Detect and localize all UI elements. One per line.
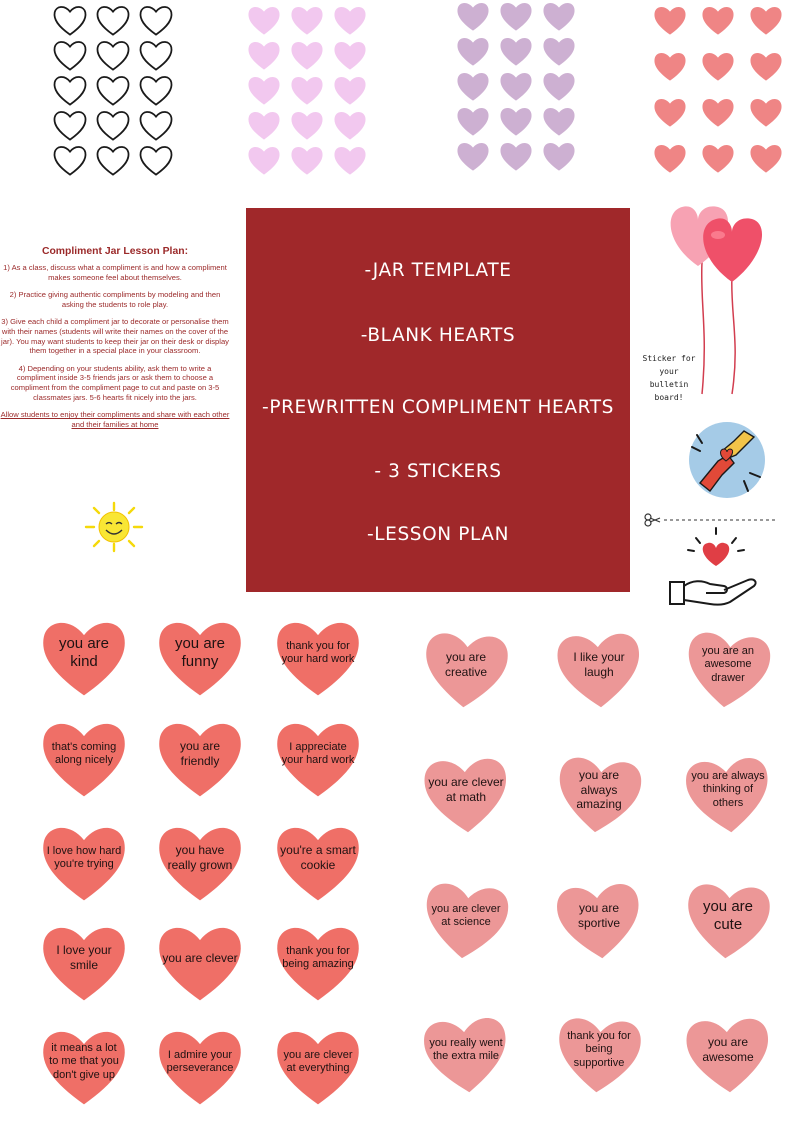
compliment-heart <box>38 920 130 1004</box>
compliment-heart <box>154 820 246 904</box>
lesson-plan-title: Compliment Jar Lesson Plan: <box>41 246 189 257</box>
compliment-text: you are funny <box>174 634 226 670</box>
blank-heart <box>331 74 369 106</box>
blank-heart <box>94 4 132 36</box>
compliment-heart <box>38 820 130 904</box>
compliment-text: I admire your perseverance <box>166 1048 234 1074</box>
blank-heart <box>699 142 737 174</box>
compliment-heart <box>154 615 246 699</box>
compliment-heart <box>154 920 246 1004</box>
compliment-text: you are kind <box>58 634 110 670</box>
blank-heart <box>454 0 492 32</box>
contents-item: -BLANK HEARTS <box>360 325 516 346</box>
contents-item: - 3 STICKERS <box>374 461 502 482</box>
compliment-text: thank you for your hard work <box>281 639 355 665</box>
blank-heart <box>331 4 369 36</box>
compliment-text: I love how hard you're trying <box>46 844 122 870</box>
compliment-heart <box>154 1024 246 1108</box>
blank-heart <box>540 140 578 172</box>
blank-heart <box>51 74 89 106</box>
contents-panel <box>246 208 630 592</box>
compliment-text: thank you for being amazing <box>282 944 354 970</box>
blank-heart <box>699 50 737 82</box>
blank-heart <box>288 74 326 106</box>
blank-heart <box>288 109 326 141</box>
compliment-text: you are sportive <box>577 901 621 930</box>
blank-heart <box>245 144 283 176</box>
lesson-step: 3) Give each child a compliment jar to decorate or personalise them with their names (students will write their names on the cover of the jar). You may want students to keep their jar on their desk or display them together in a special place in your classroom. <box>1 317 229 356</box>
compliment-heart <box>420 1012 512 1096</box>
sun-icon <box>80 500 148 554</box>
compliment-text: you are clever <box>162 950 238 965</box>
scissors-icon <box>644 513 778 527</box>
blank-heart <box>651 50 689 82</box>
blank-heart <box>454 140 492 172</box>
blank-heart <box>747 50 785 82</box>
blank-heart <box>137 39 175 71</box>
compliment-heart <box>553 878 645 962</box>
hand-heart-icon <box>666 526 766 610</box>
compliment-text: you are clever at science <box>431 902 501 928</box>
blank-heart <box>137 74 175 106</box>
blank-heart <box>540 0 578 32</box>
blank-heart <box>94 144 132 176</box>
blank-heart <box>331 144 369 176</box>
blank-heart <box>747 4 785 36</box>
compliment-heart <box>272 615 364 699</box>
compliment-text: you are cute <box>702 897 754 933</box>
blank-heart <box>540 70 578 102</box>
lesson-step: 2) Practice giving authentic compliments by modeling and then asking the students to role play. <box>9 290 221 309</box>
blank-heart <box>540 105 578 137</box>
compliment-heart <box>420 878 512 962</box>
compliment-heart <box>38 716 130 800</box>
blank-heart <box>137 4 175 36</box>
coral-heart-grid <box>651 4 789 174</box>
blank-heart <box>51 4 89 36</box>
contents-item: -LESSON PLAN <box>366 524 510 545</box>
lesson-step: 1) As a class, discuss what a compliment is and how a compliment makes someone feel about themselves. <box>3 263 227 282</box>
compliment-text: I love your smile <box>56 943 112 972</box>
compliment-heart <box>272 716 364 800</box>
compliment-heart <box>682 878 774 962</box>
blank-heart <box>497 140 535 172</box>
compliment-heart <box>420 752 512 836</box>
compliment-text: you are always amazing <box>576 768 622 812</box>
blank-heart <box>288 144 326 176</box>
compliment-heart <box>682 1012 774 1096</box>
blank-heart <box>699 96 737 128</box>
blank-heart <box>245 4 283 36</box>
blank-heart <box>331 39 369 71</box>
compliment-text: you are friendly <box>179 739 221 768</box>
blank-heart <box>94 74 132 106</box>
compliment-text: thank you for being supportive <box>567 1029 631 1069</box>
blank-heart <box>497 0 535 32</box>
compliment-heart <box>553 752 645 836</box>
compliment-heart <box>682 752 774 836</box>
blank-heart <box>651 142 689 174</box>
contents-item: -PREWRITTEN COMPLIMENT HEARTS <box>262 397 614 418</box>
compliment-heart <box>553 627 645 711</box>
compliment-heart <box>272 920 364 1004</box>
blank-heart <box>137 109 175 141</box>
blank-heart <box>747 96 785 128</box>
blank-heart <box>540 35 578 67</box>
blank-heart <box>454 70 492 102</box>
compliment-text: you are always thinking of others <box>691 769 765 809</box>
contents-item: -JAR TEMPLATE <box>364 260 512 281</box>
compliment-heart <box>272 1024 364 1108</box>
compliment-text: I appreciate your hard work <box>281 740 355 766</box>
blank-heart <box>245 74 283 106</box>
blank-heart <box>331 109 369 141</box>
blank-heart <box>51 109 89 141</box>
blank-heart <box>94 39 132 71</box>
lesson-footer: Allow students to enjoy their compliments and share with each other and their families at home <box>0 410 230 429</box>
compliment-text: you're a smart cookie <box>280 843 356 872</box>
compliment-text: it means a lot to me that you don't give up <box>49 1041 119 1081</box>
blank-heart <box>245 39 283 71</box>
blank-heart <box>288 4 326 36</box>
lesson-plan <box>0 246 230 437</box>
compliment-text: you are creative <box>444 650 488 679</box>
blank-heart <box>497 70 535 102</box>
hands-heart-icon <box>688 421 766 499</box>
pink-heart-grid <box>245 4 373 176</box>
compliment-heart <box>682 627 774 711</box>
compliment-heart <box>553 1012 645 1096</box>
compliment-text: you are clever at math <box>428 775 504 804</box>
blank-heart <box>51 144 89 176</box>
blank-heart <box>497 35 535 67</box>
compliment-text: you are awesome <box>702 1035 754 1064</box>
compliment-heart <box>154 716 246 800</box>
compliment-text: you have really grown <box>167 843 233 872</box>
compliment-text: you are clever at everything <box>283 1048 353 1074</box>
blank-heart <box>454 105 492 137</box>
blank-heart <box>747 142 785 174</box>
compliment-text: that's coming along nicely <box>51 740 117 766</box>
blank-heart <box>51 39 89 71</box>
blank-heart <box>288 39 326 71</box>
blank-heart <box>497 105 535 137</box>
blank-heart <box>699 4 737 36</box>
lesson-step: 4) Depending on your students ability, ask them to write a compliment inside 3-5 friends jars or ask them to choose a compliment from the compliment page to cut and paste on 3-5 classmates jars. 5-6 hearts fit nicely into the jars. <box>10 363 220 402</box>
compliment-heart <box>420 627 512 711</box>
compliment-heart <box>38 615 130 699</box>
blank-heart <box>651 4 689 36</box>
mauve-heart-grid <box>454 0 582 172</box>
sticker-caption: Sticker for your bulletin board! <box>642 354 696 402</box>
compliment-text: I like your laugh <box>573 650 625 679</box>
compliment-heart <box>272 820 364 904</box>
blank-heart <box>651 96 689 128</box>
blank-heart <box>137 144 175 176</box>
compliment-text: you are an awesome drawer <box>702 644 754 684</box>
compliment-heart <box>38 1024 130 1108</box>
compliment-text: you really went the extra mile <box>429 1036 503 1062</box>
blank-heart <box>245 109 283 141</box>
outline-heart-grid <box>51 4 179 176</box>
blank-heart <box>94 109 132 141</box>
blank-heart <box>454 35 492 67</box>
